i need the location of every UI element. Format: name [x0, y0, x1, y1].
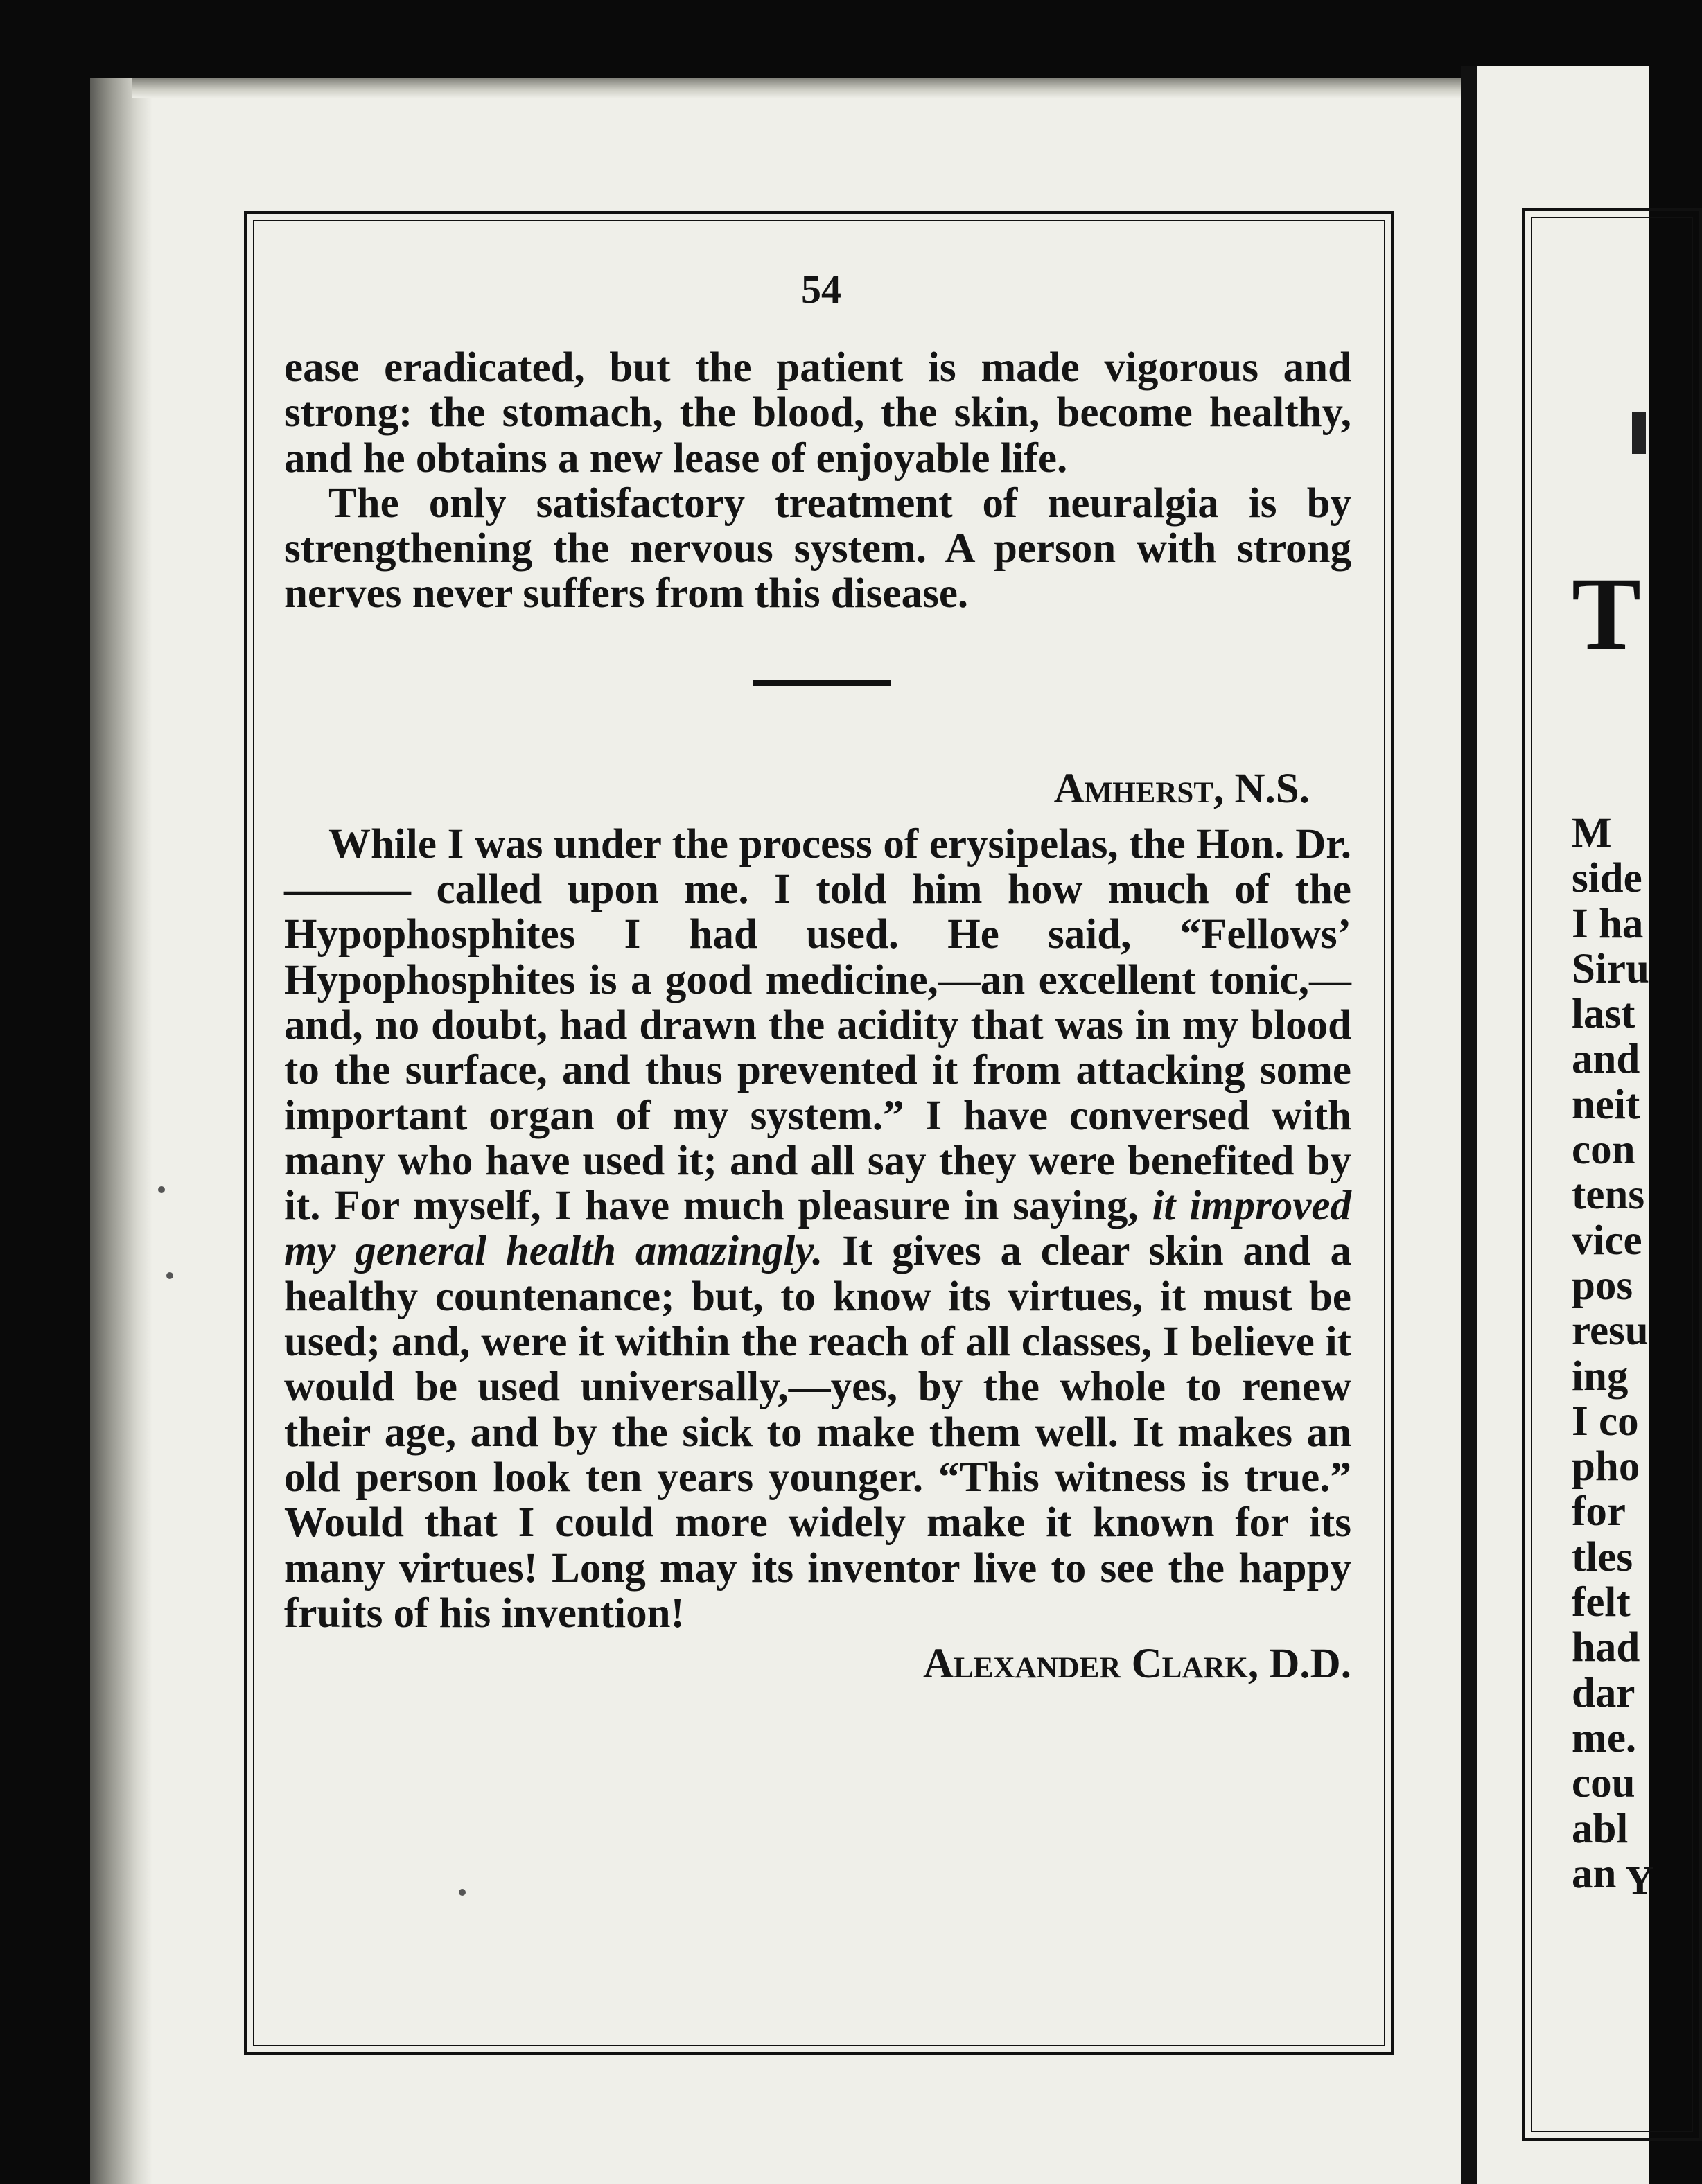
adjacent-page-bottom-fragment: Y	[1625, 1858, 1654, 1903]
testimonial-location: Amherst, N.S.	[1053, 765, 1310, 812]
testimonial-letter	[284, 822, 1351, 1636]
adjacent-page-heading-fragment	[1632, 412, 1646, 454]
separator-rule	[753, 680, 891, 686]
page-content	[284, 255, 1351, 1687]
scan-speck	[166, 1272, 173, 1279]
testimonial-signature: Alexander Clark, D.D.	[922, 1641, 1351, 1688]
page-number: 54	[801, 267, 841, 312]
letter-text-part-2: It gives a clear skin and a healthy countenance; but, to know its virtues, it must be used; and, were it within the reach of all classes, I believe it would be used universally,—yes, by the whole to renew their age, and by the sick to make them well. It makes an old person look ten years younger. “This witness is true.” Would that I could more widely make it known for its many virtues! Long may its inventor live to see the happy fruits of his invention!	[284, 1228, 1351, 1637]
page-gutter	[1461, 66, 1477, 2184]
letter-text-part-1: While I was under the process of erysipelas, the Hon. Dr. ——— called upon me. I told him how much of the Hypophosphites I had used. He said, “Fellows’ Hypophosphites is a good medicine,—an excellent tonic,—and, no doubt, had drawn the acidity that was in my blood to the surface, and thus prevented it from attacking some important organ of my system.” I have conversed with many who have used it; and all say they were benefited by it. For myself, I have much pleasure in saying,	[284, 820, 1351, 1230]
scan-speck	[459, 1889, 466, 1896]
adjacent-page-line-fragments: M side I ha Siru last and neit con tens vice pos resu ing I co pho for tles felt had dar me. cou abl an	[1572, 810, 1649, 1897]
letter-emphasis: it improved my general health amazingly.	[284, 1183, 1351, 1275]
scan-speck	[158, 1186, 165, 1193]
neuralgia-paragraph: The only satisfactory treatment of neuralgia is by strengthening the nervous system. A person with strong nerves never suffers from this disease.	[284, 479, 1351, 617]
adjacent-page-title-letter: T	[1572, 556, 1642, 671]
continued-paragraph: ease eradicated, but the patient is made vigorous and strong: the stomach, the blood, the skin, become healthy, and he obtains a new lease of enjoyable life.	[284, 344, 1351, 482]
section-separator	[284, 617, 1351, 766]
